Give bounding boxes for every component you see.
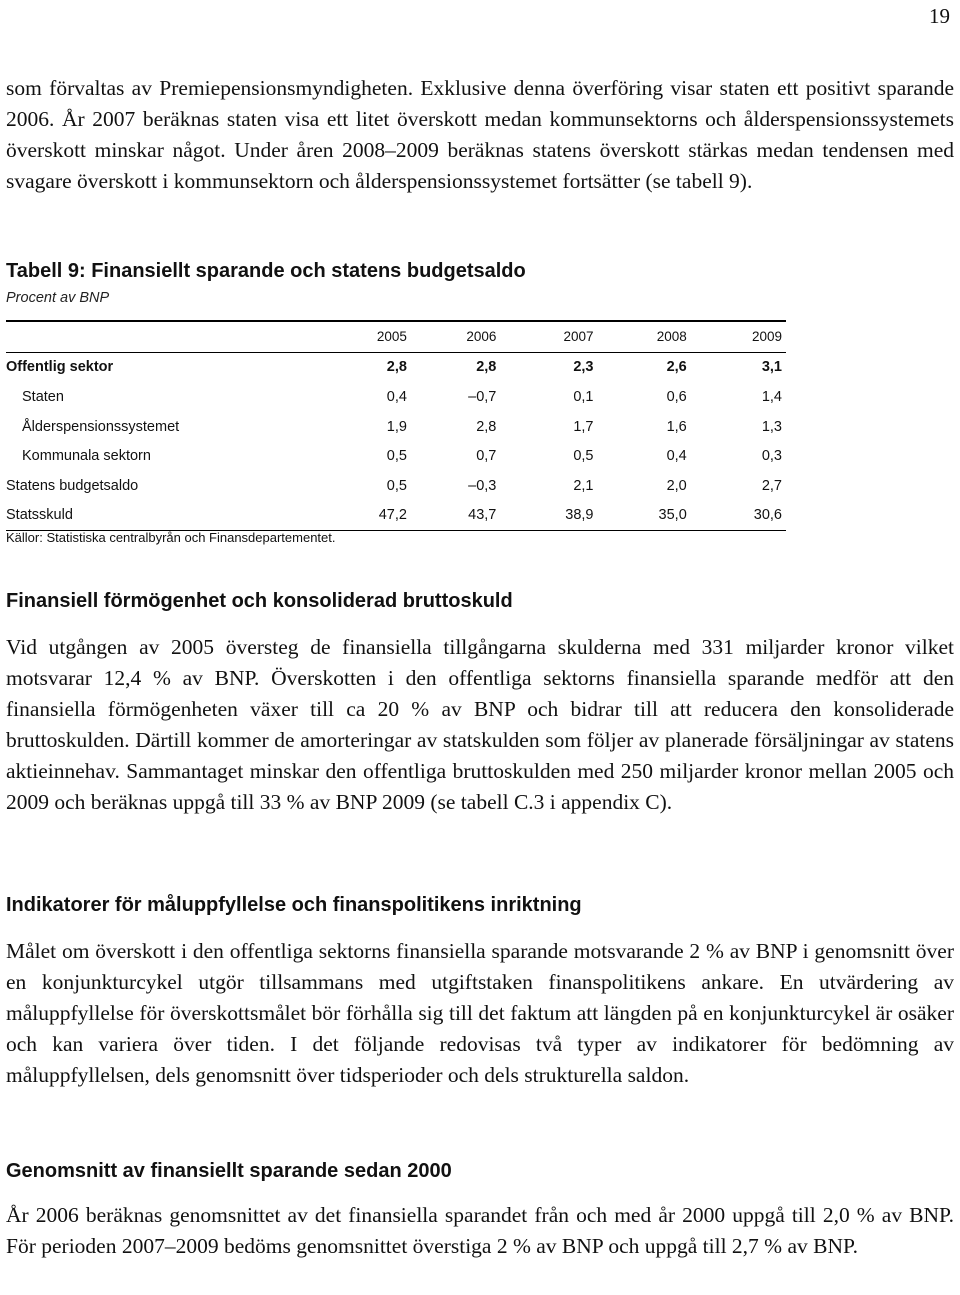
subheading-average: Genomsnitt av finansiellt sparande sedan 2000 — [6, 1160, 452, 1182]
cell-value: 0,5 — [386, 448, 407, 465]
paragraph-intro: som förvaltas av Premiepensionsmyndigheten. Exklusive denna överföring visar staten ett positivt sparande 2006. År 2007 beräknas staten visa ett litet överskott medan kommunsektorns och ålderspensionssystemets överskott minskar något. Under åren 2008–2009 beräknas statens överskott stärkas medan tendensen med svagare överskott i kommunsektorn och ålderspensionssystemet fortsätter (se tabell 9). — [6, 76, 954, 193]
cell-value: 2,7 — [761, 477, 782, 494]
paragraph-wealth: Vid utgången av 2005 översteg de finansiella tillgångarna skulderna med 331 miljarder kronor vilket motsvarar 12,4 % av BNP. Överskotten i den offentliga sektorns finansiella sparande medför att den finansiella förmögenheten växer till ca 20 % av BNP och bidrar till att reducera den konsoliderade bruttoskulden. Därtill kommer de amorteringar av statskulden som följer av planerade försäljningar av statens aktieinnehav. Sammantaget minskar den offentliga bruttoskulden med 250 miljarder kronor mellan 2005 och 2009 och beräknas uppgå till 33 % av BNP 2009 (se tabell C.3 i appendix C). — [6, 635, 954, 814]
cell-value: 2,8 — [476, 359, 497, 376]
cell-value: 38,9 — [565, 507, 594, 524]
cell-value: 2,8 — [476, 418, 497, 435]
cell-value: 3,1 — [761, 359, 782, 376]
paragraph-average: År 2006 beräknas genomsnittet av det finansiella sparandet från och med år 2000 uppgå till 2,0 % av BNP. För perioden 2007–2009 bedöms genomsnittet överstiga 2 % av BNP och uppgå till 2,7 % av BNP. — [6, 1203, 954, 1258]
table-row — [6, 441, 786, 471]
budget-table — [6, 320, 786, 531]
section-heading-indicators: Indikatorer för måluppfyllelse och finanspolitikens inriktning — [6, 894, 582, 916]
cell-value: 0,4 — [386, 388, 407, 405]
cell-value: 47,2 — [378, 507, 407, 524]
table-row — [6, 352, 786, 382]
table-row — [6, 382, 786, 412]
section-heading-wealth: Finansiell förmögenhet och konsoliderad bruttoskuld — [6, 590, 513, 612]
cell-value: 0,1 — [573, 388, 594, 405]
table-title: Tabell 9: Finansiellt sparande och statens budgetsaldo — [6, 260, 526, 282]
cell-value: 35,0 — [658, 507, 687, 524]
table-source-note: Källor: Statistiska centralbyrån och Finansdepartementet. — [6, 530, 336, 545]
cell-value: 2,3 — [573, 359, 594, 376]
cell-value: 2,8 — [386, 359, 407, 376]
cell-value: 0,7 — [476, 448, 497, 465]
table-header-row — [6, 321, 786, 352]
year-header: 2005 — [376, 329, 407, 345]
row-label: Kommunala sektorn — [22, 448, 151, 465]
cell-value: –0,3 — [468, 477, 497, 494]
row-label: Staten — [22, 388, 64, 405]
cell-value: 1,3 — [761, 418, 782, 435]
row-label: Offentlig sektor — [6, 359, 114, 376]
year-header: 2007 — [563, 329, 594, 345]
cell-value: 1,9 — [386, 418, 407, 435]
cell-value: 1,7 — [573, 418, 594, 435]
cell-value: 0,5 — [386, 477, 407, 494]
cell-value: 1,4 — [761, 388, 782, 405]
page-number: 19 — [929, 4, 950, 28]
cell-value: 1,6 — [666, 418, 687, 435]
cell-value: 2,0 — [666, 477, 687, 494]
year-header: 2009 — [751, 329, 782, 345]
cell-value: –0,7 — [468, 388, 497, 405]
table-row — [6, 412, 786, 442]
cell-value: 2,1 — [573, 477, 594, 494]
cell-value: 0,6 — [666, 388, 687, 405]
paragraph-indicators: Målet om överskott i den offentliga sektorns finansiella sparande motsvarande 2 % av BNP i genomsnitt över en konjunkturcykel utgör tillsammans med utgiftstaken finanspolitikens ankare. En utvärdering av måluppfyllelse för överskottsmålet bör förhålla sig till det faktum att längden på en konjunkturcykel är osäker och kan variera över tiden. I det följande redovisas två typer av indikatorer för bedömning av måluppfyllelsen, dels genomsnitt över tidsperioder och dels strukturella saldon. — [6, 939, 954, 1087]
cell-value: 2,6 — [666, 359, 687, 376]
year-header: 2006 — [466, 329, 497, 345]
cell-value: 43,7 — [468, 507, 497, 524]
table-row — [6, 471, 786, 501]
cell-value: 0,5 — [573, 448, 594, 465]
row-label: Statens budgetsaldo — [6, 477, 139, 494]
cell-value: 0,4 — [666, 448, 687, 465]
table-subtitle: Procent av BNP — [6, 290, 110, 306]
cell-value: 30,6 — [753, 507, 782, 524]
cell-value: 0,3 — [761, 448, 782, 465]
row-label: Statsskuld — [6, 507, 73, 524]
row-label: Ålderspensionssystemet — [22, 418, 180, 435]
table-header-empty — [6, 321, 310, 352]
year-header: 2008 — [656, 329, 687, 345]
table-row — [6, 501, 786, 531]
